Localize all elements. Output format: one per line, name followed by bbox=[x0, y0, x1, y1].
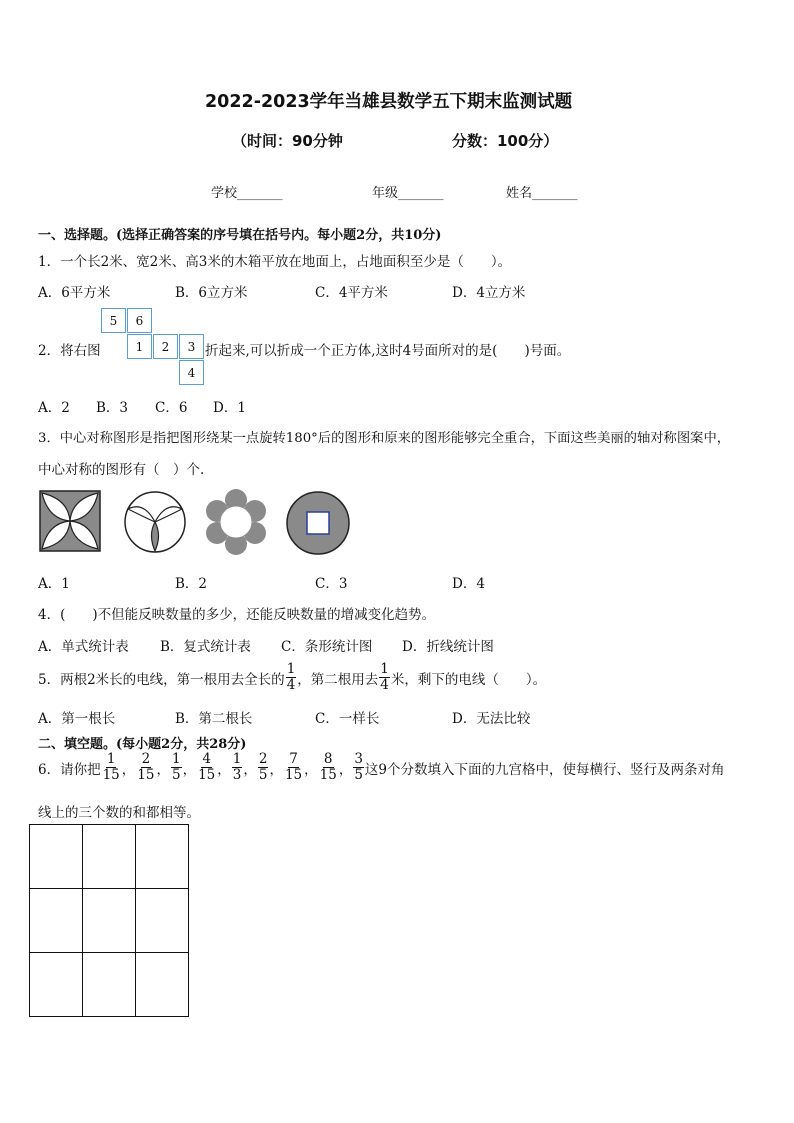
name-field: 姓名_______ bbox=[506, 186, 578, 201]
section1-heading: 一、选择题。(选择正确答案的序号填在括号内。每小题2分，共10分) bbox=[38, 228, 442, 243]
score-label: 分数：100分） bbox=[452, 132, 559, 150]
q6-separator: ， bbox=[269, 761, 283, 778]
q2-option-b: B．3 bbox=[96, 400, 129, 416]
q2-suffix: 折起来,可以折成一个正方体,这时4号面所对的是( )号面。 bbox=[205, 343, 571, 359]
frac-den: 5 bbox=[258, 767, 268, 783]
q2-option-a: A．2 bbox=[38, 400, 70, 416]
frac-den: 3 bbox=[232, 767, 242, 783]
school-field: 学校_______ bbox=[211, 186, 283, 201]
q6-fraction bbox=[353, 752, 364, 783]
q6-fraction bbox=[258, 752, 269, 783]
frac-den: 4 bbox=[380, 677, 389, 693]
q5-option-b: B．第二根长 bbox=[175, 711, 253, 727]
q4-option-d: D．折线统计图 bbox=[402, 639, 494, 655]
q4-option-c: C．条形统计图 bbox=[281, 639, 373, 655]
frac-num: 2 bbox=[141, 751, 151, 767]
frac-den: 15 bbox=[319, 767, 337, 783]
q1-option-c: C．4平方米 bbox=[315, 285, 388, 301]
q6-separator: ， bbox=[182, 761, 197, 778]
frac-den: 15 bbox=[198, 767, 216, 783]
q6-fraction bbox=[171, 752, 182, 783]
q3-line2: 中心对称的图形有（ ）个. bbox=[38, 462, 205, 478]
q6-prefix: 6．请你把 bbox=[38, 761, 101, 778]
grid-cell[interactable] bbox=[136, 953, 189, 1017]
q6-fraction bbox=[319, 752, 338, 783]
net-face-2: 2 bbox=[153, 334, 178, 359]
three-petal-circle-figure bbox=[122, 489, 188, 555]
net-face-4: 4 bbox=[179, 360, 204, 385]
frac-num: 8 bbox=[323, 751, 333, 767]
q5-option-a: A．第一根长 bbox=[38, 711, 116, 727]
q1-option-a: A．6平方米 bbox=[38, 285, 111, 301]
frac-num: 3 bbox=[354, 751, 363, 767]
q2-option-d: D．1 bbox=[213, 400, 246, 416]
grid-cell[interactable] bbox=[83, 825, 136, 889]
net-face-5: 5 bbox=[101, 308, 126, 333]
fraction-one-quarter-2 bbox=[379, 662, 390, 693]
q4-option-b: B．复式统计表 bbox=[160, 639, 251, 655]
frac-num: 1 bbox=[232, 751, 242, 767]
frac-num: 4 bbox=[202, 751, 211, 767]
flower-square-figure bbox=[38, 489, 102, 553]
q6-separator: ， bbox=[156, 761, 170, 778]
grid-cell[interactable] bbox=[30, 953, 83, 1017]
page-title: 2022-2023学年当雄县数学五下期末监测试题 bbox=[205, 92, 573, 112]
q3-option-c: C．3 bbox=[315, 576, 348, 592]
coin-figure bbox=[285, 490, 351, 556]
frac-num: 2 bbox=[258, 751, 268, 767]
q6-separator: ， bbox=[338, 761, 353, 778]
q6-fraction bbox=[136, 752, 155, 783]
q6-fraction bbox=[102, 752, 121, 783]
net-face-3: 3 bbox=[179, 334, 204, 359]
q6-fraction bbox=[232, 752, 243, 783]
q4-text: 4．( )不但能反映数量的多少，还能反映数量的增减变化趋势。 bbox=[38, 607, 436, 623]
q6-fraction-list bbox=[101, 752, 365, 783]
q3-option-b: B．2 bbox=[175, 576, 208, 592]
grid-cell[interactable] bbox=[30, 889, 83, 953]
frac-num: 1 bbox=[380, 661, 389, 677]
q5-option-c: C．一样长 bbox=[315, 711, 380, 727]
frac-num: 1 bbox=[106, 751, 116, 767]
q1-option-b: B．6立方米 bbox=[175, 285, 248, 301]
time-label: （时间：90分钟 bbox=[232, 132, 343, 150]
q2-option-c: C．6 bbox=[155, 400, 188, 416]
frac-den: 15 bbox=[102, 767, 120, 783]
q5-part1: 5．两根2米长的电线，第一根用去全长的 bbox=[38, 671, 285, 688]
q6-fraction bbox=[197, 752, 216, 783]
q3-option-d: D．4 bbox=[452, 576, 485, 592]
frac-den: 15 bbox=[284, 767, 303, 783]
q3-option-a: A．1 bbox=[38, 576, 70, 592]
q1-option-d: D．4立方米 bbox=[452, 285, 526, 301]
q3-line1: 3．中心对称图形是指把图形绕某一点旋转180°后的图形和原来的图形能够完全重合，下面这些美丽的轴对称图案中， bbox=[38, 431, 731, 446]
q2-prefix: 2．将右图 bbox=[38, 343, 101, 359]
net-face-6: 6 bbox=[127, 308, 152, 333]
q6-separator: ， bbox=[304, 761, 318, 778]
frac-den: 5 bbox=[354, 767, 363, 783]
q6-line2: 线上的三个数的和都相等。 bbox=[38, 805, 200, 821]
q5-part2: ，第二根用去 bbox=[297, 671, 379, 688]
grade-field: 年级_______ bbox=[372, 186, 444, 201]
section2-heading: 二、填空题。(每小题2分，共28分) bbox=[38, 737, 247, 752]
q6-text bbox=[38, 752, 725, 783]
six-petal-flower-figure bbox=[202, 488, 270, 556]
q6-fraction bbox=[284, 752, 303, 783]
frac-den: 4 bbox=[286, 677, 296, 693]
frac-den: 15 bbox=[137, 767, 155, 783]
magic-square-grid bbox=[29, 824, 189, 1017]
grid-cell[interactable] bbox=[83, 889, 136, 953]
frac-num: 7 bbox=[289, 751, 298, 767]
q5-part3: 米，剩下的电线（ ）。 bbox=[390, 671, 547, 688]
q6-separator: ， bbox=[243, 761, 257, 778]
grid-cell[interactable] bbox=[83, 953, 136, 1017]
frac-den: 5 bbox=[171, 767, 181, 783]
q5-text bbox=[38, 662, 546, 693]
q6-separator: ， bbox=[217, 761, 231, 778]
net-face-1: 1 bbox=[127, 334, 152, 359]
grid-cell[interactable] bbox=[136, 825, 189, 889]
q1-text: 1．一个长2米、宽2米、高3米的木箱平放在地面上，占地面积至少是（ ）。 bbox=[38, 254, 512, 270]
q5-option-d: D．无法比较 bbox=[452, 711, 531, 727]
grid-cell[interactable] bbox=[136, 889, 189, 953]
fraction-one-quarter bbox=[286, 662, 297, 693]
grid-cell[interactable] bbox=[30, 825, 83, 889]
frac-num: 1 bbox=[286, 661, 296, 677]
q6-separator: ， bbox=[121, 761, 136, 778]
q6-suffix: 这9个分数填入下面的九宫格中，使每横行、竖行及两条对角 bbox=[364, 761, 725, 778]
frac-num: 1 bbox=[171, 751, 181, 767]
q4-option-a: A．单式统计表 bbox=[38, 639, 129, 655]
